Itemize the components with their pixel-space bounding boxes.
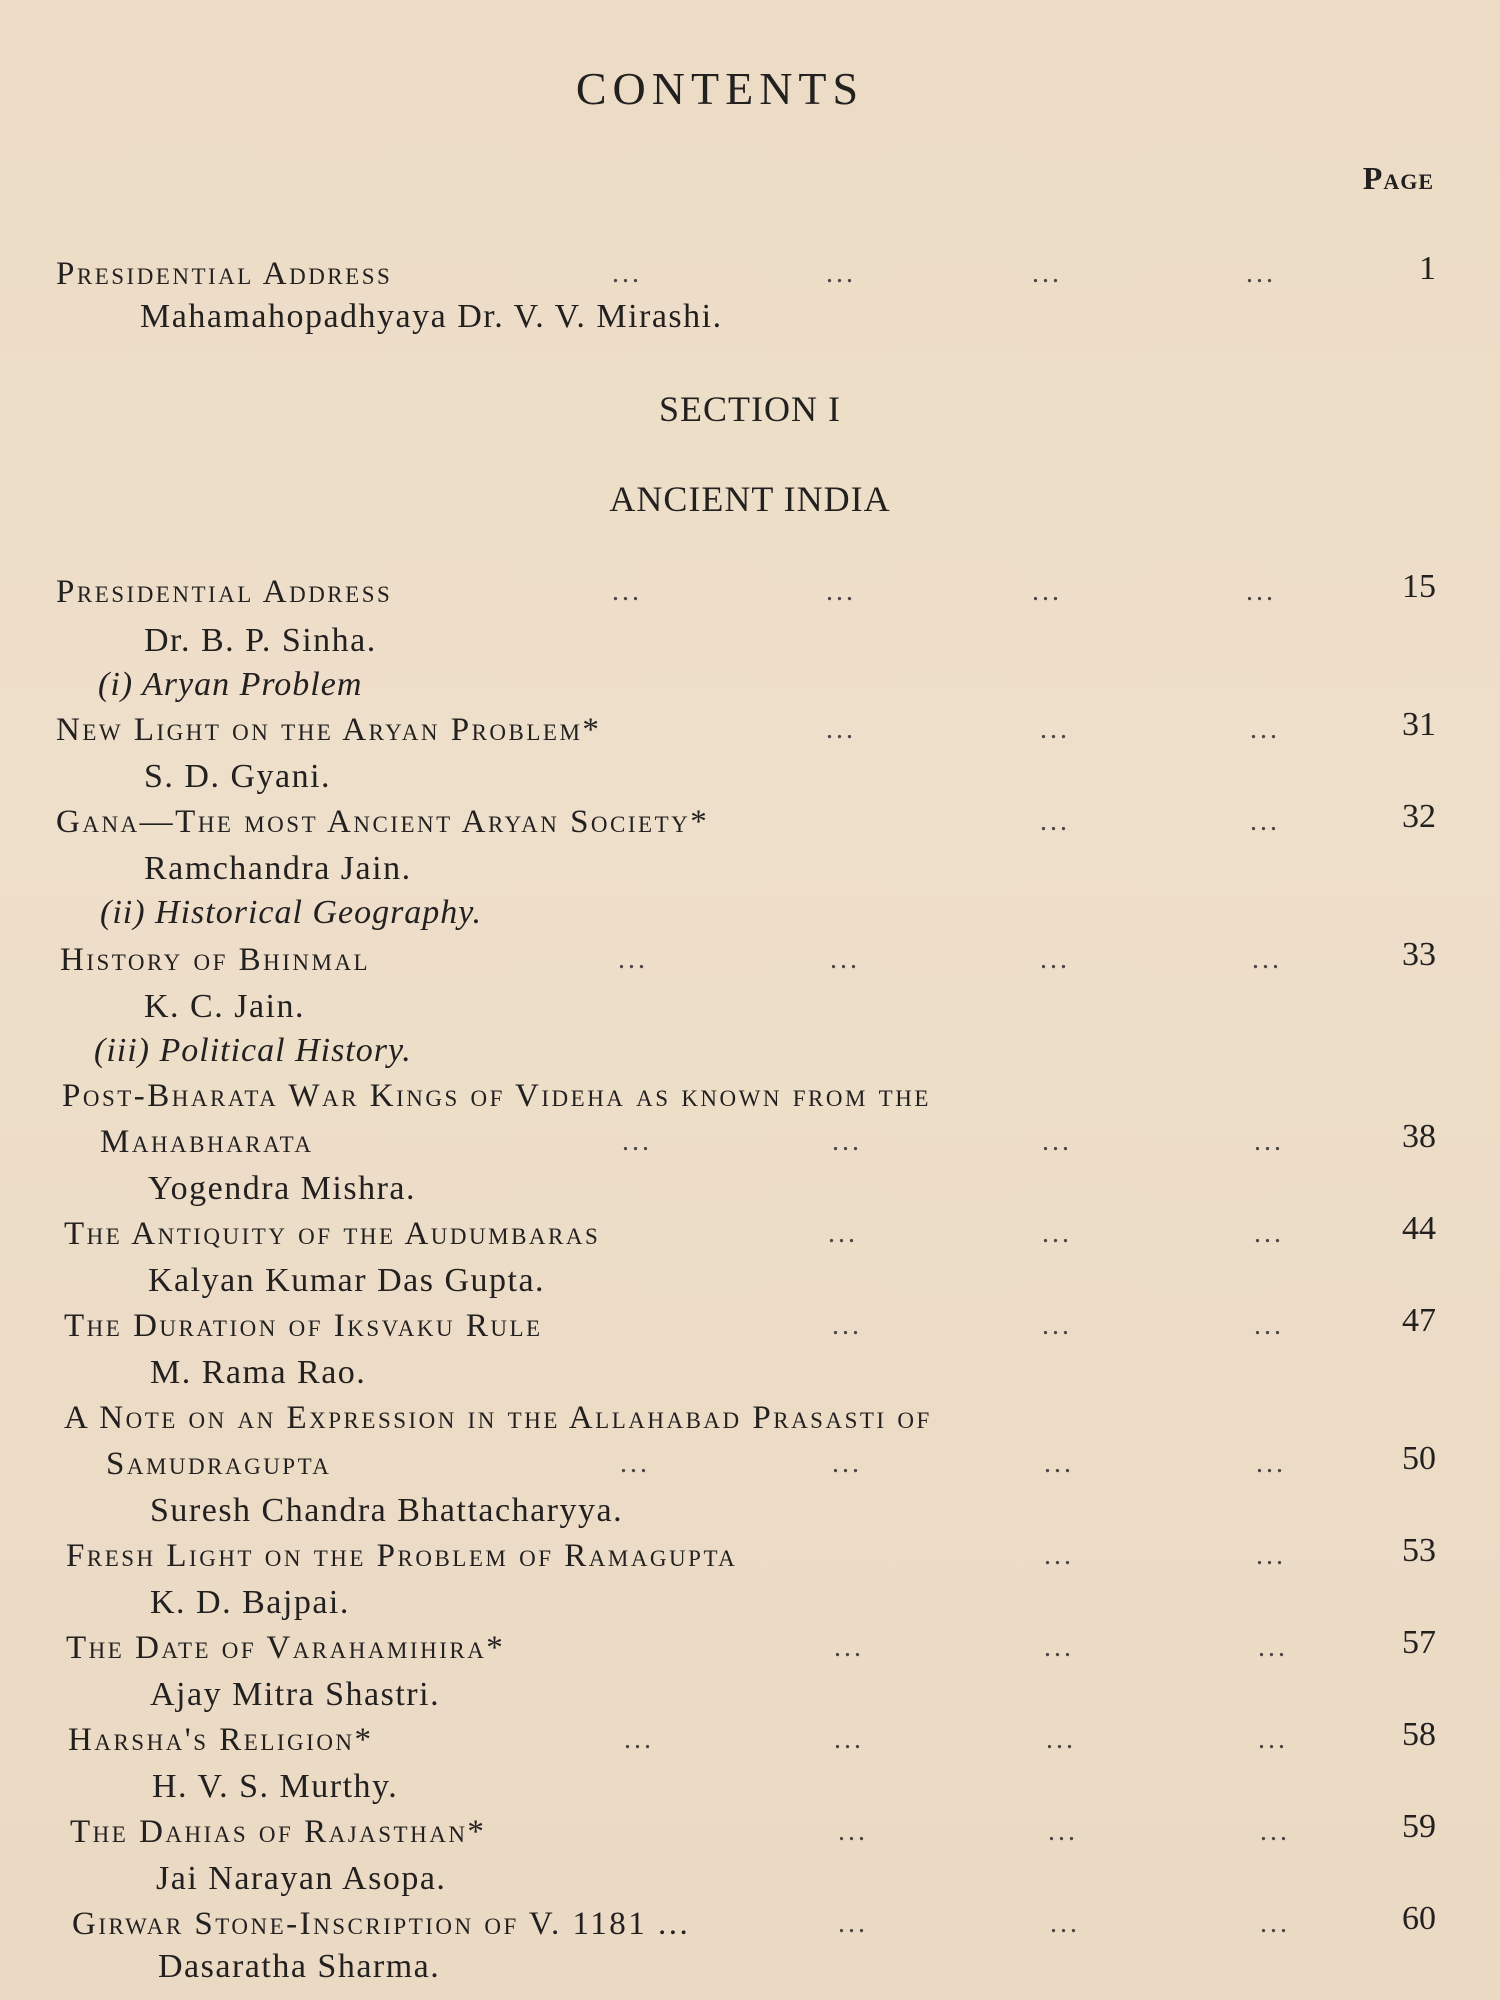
- leader-dots: ...: [832, 1126, 862, 1157]
- leader-dots: ...: [828, 1218, 858, 1249]
- page-number: 1: [1419, 250, 1436, 287]
- entry-author: Dr. B. P. Sinha.: [144, 622, 377, 659]
- leader-dots: ...: [826, 258, 856, 289]
- leader-dots: ...: [1044, 1540, 1074, 1571]
- subsection-heading: (ii) Historical Geography.: [100, 894, 483, 931]
- page-number: 57: [1402, 1624, 1436, 1661]
- page-number: 60: [1402, 1900, 1436, 1937]
- entry-title: The Dahias of Rajasthan*: [70, 1814, 487, 1850]
- leader-dots: ...: [834, 1632, 864, 1663]
- leader-dots: ...: [832, 1448, 862, 1479]
- leader-dots: ...: [1246, 576, 1276, 607]
- page-number: 53: [1402, 1532, 1436, 1569]
- leader-dots: ...: [838, 1816, 868, 1847]
- leader-dots: ...: [1042, 1218, 1072, 1249]
- entry-author: S. D. Gyani.: [144, 758, 332, 795]
- entry-title: Gana—The most Ancient Aryan Society*: [56, 804, 710, 840]
- page-number: 59: [1402, 1808, 1436, 1845]
- entry-title: The Duration of Iksvaku Rule: [64, 1308, 543, 1344]
- leader-dots: ...: [1260, 1816, 1290, 1847]
- entry-title: Harsha's Religion*: [68, 1722, 374, 1758]
- entry-author: Mahamahopadhyaya Dr. V. V. Mirashi.: [140, 298, 723, 335]
- leader-dots: ...: [1040, 806, 1070, 837]
- leader-dots: ...: [1044, 1632, 1074, 1663]
- leader-dots: ...: [1048, 1816, 1078, 1847]
- section-name: ANCIENT INDIA: [609, 479, 891, 519]
- leader-dots: ...: [1040, 944, 1070, 975]
- page-number: 32: [1402, 798, 1436, 835]
- entry-title: Presidential Address: [56, 256, 393, 292]
- leader-dots: ...: [1044, 1448, 1074, 1479]
- leader-dots: ...: [1256, 1448, 1286, 1479]
- entry-author: K. C. Jain.: [144, 988, 305, 1025]
- entry-title: Girwar Stone-Inscription of V. 1181 ...: [72, 1906, 691, 1942]
- entry-author: Yogendra Mishra.: [148, 1170, 416, 1207]
- entry-title: The Antiquity of the Audumbaras: [64, 1216, 601, 1252]
- page-number: 15: [1402, 568, 1436, 605]
- section-number: SECTION I: [659, 389, 841, 429]
- entry-author: Ramchandra Jain.: [144, 850, 412, 887]
- leader-dots: ...: [1046, 1724, 1076, 1755]
- leader-dots: ...: [1042, 1126, 1072, 1157]
- entry-title-continued: Mahabharata: [100, 1124, 314, 1160]
- entry-title: New Light on the Aryan Problem*: [56, 712, 602, 748]
- leader-dots: ...: [612, 576, 642, 607]
- page-number: 33: [1402, 936, 1436, 973]
- page-number: 50: [1402, 1440, 1436, 1477]
- leader-dots: ...: [1050, 1908, 1080, 1939]
- leader-dots: ...: [834, 1724, 864, 1755]
- leader-dots: ...: [620, 1448, 650, 1479]
- page-number: 58: [1402, 1716, 1436, 1753]
- entry-author: Dasaratha Sharma.: [158, 1948, 441, 1985]
- entry-author: Ajay Mitra Shastri.: [150, 1676, 441, 1713]
- subsection-heading: (iii) Political History.: [94, 1032, 412, 1069]
- leader-dots: ...: [624, 1724, 654, 1755]
- subsection-heading: (i) Aryan Problem: [98, 666, 363, 703]
- entry-title: Presidential Address: [56, 574, 393, 610]
- entry-author: Kalyan Kumar Das Gupta.: [148, 1262, 546, 1299]
- leader-dots: ...: [826, 714, 856, 745]
- page-number: 44: [1402, 1210, 1436, 1247]
- leader-dots: ...: [1254, 1126, 1284, 1157]
- leader-dots: ...: [1246, 258, 1276, 289]
- leader-dots: ...: [618, 944, 648, 975]
- leader-dots: ...: [1032, 576, 1062, 607]
- leader-dots: ...: [1258, 1724, 1288, 1755]
- leader-dots: ...: [1250, 714, 1280, 745]
- entry-author: M. Rama Rao.: [150, 1354, 367, 1391]
- page-number: 38: [1402, 1118, 1436, 1155]
- page-number: 31: [1402, 706, 1436, 743]
- entry-author: Suresh Chandra Bhattacharyya.: [150, 1492, 624, 1529]
- leader-dots: ...: [1252, 944, 1282, 975]
- entry-title-continued: Samudragupta: [106, 1446, 332, 1482]
- leader-dots: ...: [612, 258, 642, 289]
- leader-dots: ...: [838, 1908, 868, 1939]
- entry-title: Fresh Light on the Problem of Ramagupta: [66, 1538, 738, 1574]
- page-title: CONTENTS: [575, 63, 865, 114]
- leader-dots: ...: [832, 1310, 862, 1341]
- entry-author: H. V. S. Murthy.: [152, 1768, 399, 1805]
- leader-dots: ...: [1032, 258, 1062, 289]
- leader-dots: ...: [1042, 1310, 1072, 1341]
- page-number: 47: [1402, 1302, 1436, 1339]
- leader-dots: ...: [1254, 1218, 1284, 1249]
- leader-dots: ...: [1040, 714, 1070, 745]
- entry-title: A Note on an Expression in the Allahabad Prasasti of: [64, 1400, 932, 1436]
- leader-dots: ...: [1256, 1540, 1286, 1571]
- leader-dots: ...: [1254, 1310, 1284, 1341]
- entry-author: K. D. Bajpai.: [150, 1584, 350, 1621]
- entry-title: The Date of Varahamihira*: [66, 1630, 506, 1666]
- leader-dots: ...: [1260, 1908, 1290, 1939]
- entry-title: Post-Bharata War Kings of Videha as known from the: [62, 1078, 931, 1114]
- leader-dots: ...: [1258, 1632, 1288, 1663]
- leader-dots: ...: [622, 1126, 652, 1157]
- leader-dots: ...: [1250, 806, 1280, 837]
- entry-title: History of Bhinmal: [60, 942, 371, 978]
- leader-dots: ...: [830, 944, 860, 975]
- entry-author: Jai Narayan Asopa.: [156, 1860, 447, 1897]
- page-column-label: Page: [1362, 160, 1434, 196]
- leader-dots: ...: [826, 576, 856, 607]
